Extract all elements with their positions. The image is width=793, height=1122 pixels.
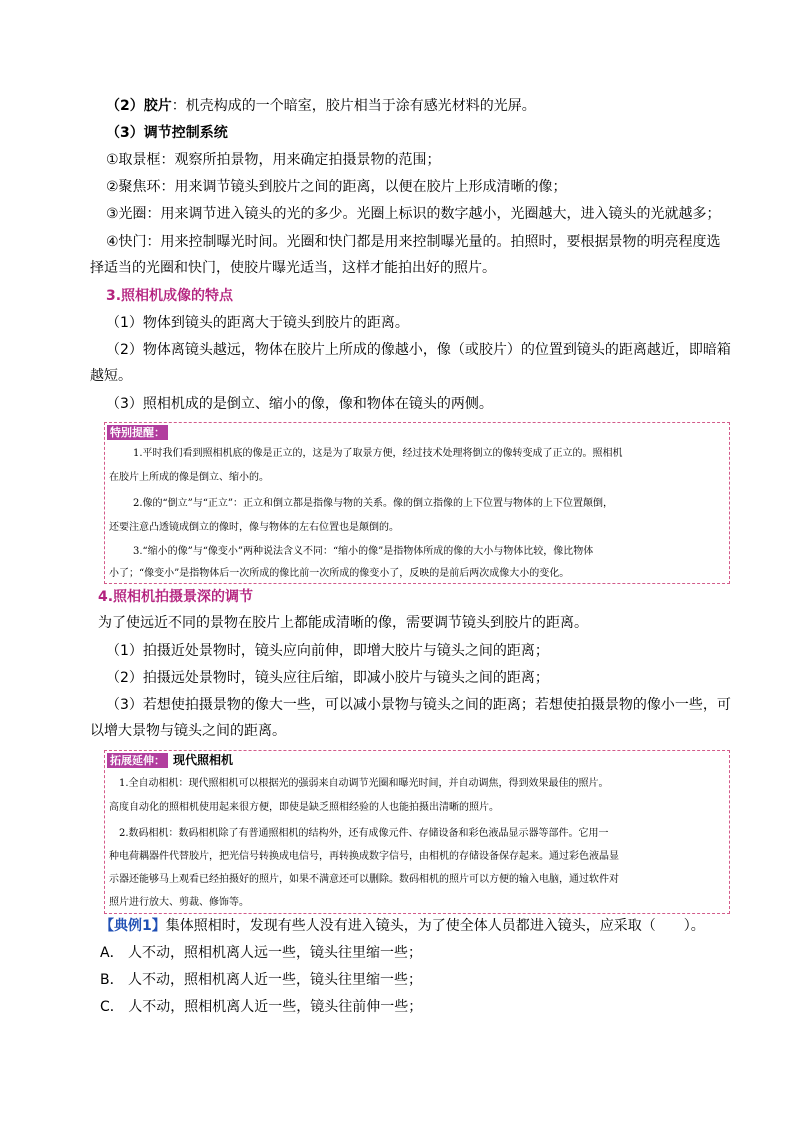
option-b: B． 人不动，照相机离人近一些，镜头往里缩一些； (100, 972, 423, 988)
extension-line: 高度自动化的照相机使用起来很方便，即使是缺乏照相经验的人也能拍摄出清晰的照片。 (109, 802, 499, 813)
shutter-item-line1: ④快门：用来控制曝光时间。光圈和快门都是用来控制曝光量的。拍照时，要根据景物的明亮程度选 (106, 234, 721, 250)
example-question (100, 917, 705, 935)
imaging-point-2-line2: 越短。 (90, 368, 132, 384)
section-heading-4: 4.照相机拍摄景深的调节 (98, 589, 254, 605)
imaging-point-2-line1: （2）物体离镜头越远，物体在胶片上所成的像越小，像（或胶片）的位置到镜头的距离越近，即暗箱 (106, 342, 731, 358)
reminder-line: 在胶片上所成的像是倒立、缩小的。 (109, 472, 269, 483)
viewfinder-item: ①取景框：观察所拍景物，用来确定拍摄景物的范围； (106, 152, 441, 168)
section-heading-3: 3.照相机成像的特点 (106, 288, 234, 304)
special-reminder-box (104, 422, 730, 584)
special-reminder-tag: 特别提醒： (107, 425, 168, 440)
imaging-point-1: （1）物体到镜头的距离大于镜头到胶片的距离。 (106, 315, 409, 331)
depth-point-2: （2）拍摄远处景物时，镜头应往后缩，即减小胶片与镜头之间的距离； (106, 670, 549, 686)
film-paragraph (106, 97, 536, 115)
imaging-point-3: （3）照相机成的是倒立、缩小的像，像和物体在镜头的两侧。 (106, 396, 493, 412)
extension-line: 2.数码相机：数码相机除了有普通照相机的结构外，还有成像元件、存储设备和彩色液晶显示器等部件。它用一 (119, 828, 609, 839)
extension-title: 现代照相机 (173, 753, 234, 767)
film-text: ：机壳构成的一个暗室，胶片相当于涂有感光材料的光屏。 (171, 98, 536, 114)
control-system-heading: （3）调节控制系统 (106, 125, 228, 141)
example-label: 【典例1】 (100, 918, 166, 934)
reminder-line: 小了；“像变小”是指物体后一次所成的像比前一次所成的像变小了，反映的是前后两次成像大小的变化。 (109, 568, 570, 579)
extension-line: 示器还能够马上观看已经拍摄好的照片，如果不满意还可以删除。数码相机的照片可以方便的输入电脑，通过软件对 (109, 874, 619, 885)
focus-ring-item: ②聚焦环：用来调节镜头到胶片之间的距离，以便在胶片上形成清晰的像； (106, 179, 567, 195)
shutter-item-line2: 择适当的光圈和快门，使胶片曝光适当，这样才能拍出好的照片。 (90, 260, 496, 276)
option-a: A． 人不动，照相机离人远一些，镜头往里缩一些； (100, 945, 423, 961)
extension-line: 1.全自动相机：现代照相机可以根据光的强弱来自动调节光圈和曝光时间，并自动调焦，得到效果最佳的照片。 (119, 778, 609, 789)
depth-intro: 为了使远近不同的景物在胶片上都能成清晰的像，需要调节镜头到胶片的距离。 (98, 615, 588, 631)
reminder-line: 3.“缩小的像”与“像变小”两种说法含义不同：“缩小的像”是指物体所成的像的大小与物体比较，像比物体 (133, 546, 594, 557)
extension-line: 种电荷耦器件代替胶片，把光信号转换成电信号，再转换成数字信号，由相机的存储设备保存起来。通过彩色液晶显 (109, 851, 619, 862)
reminder-line: 1.平时我们看到照相机底的像是正立的，这是为了取景方便，经过技术处理将倒立的像转变成了正立的。照相机 (133, 448, 623, 459)
reminder-line: 还要注意凸透镜成倒立的像时，像与物体的左右位置也是颠倒的。 (109, 522, 399, 533)
aperture-item: ③光圈：用来调节进入镜头的光的多少。光圈上标识的数字越小，光圈越大，进入镜头的光就越多； (106, 206, 721, 222)
film-label: （2）胶片 (106, 98, 172, 114)
depth-point-1: （1）拍摄近处景物时，镜头应向前伸，即增大胶片与镜头之间的距离； (106, 643, 549, 659)
reminder-line: 2.像的“倒立”与“正立”：正立和倒立都是指像与物的关系。像的倒立指像的上下位置与物体的上下位置颠倒， (133, 498, 613, 509)
depth-point-3-line2: 以增大景物与镜头之间的距离。 (90, 723, 286, 739)
extension-tag: 拓展延伸： (107, 753, 168, 768)
extension-line: 照片进行放大、剪裁、修饰等。 (109, 897, 249, 908)
option-c: C． 人不动，照相机离人近一些，镜头往前伸一些； (100, 999, 423, 1015)
depth-point-3-line1: （3）若想使拍摄景物的像大一些，可以减小景物与镜头之间的距离；若想使拍摄景物的像小一些，可 (106, 697, 731, 713)
extension-box (104, 750, 730, 914)
example-stem: 集体照相时，发现有些人没有进入镜头，为了使全体人员都进入镜头，应采取（ ）。 (165, 918, 705, 934)
